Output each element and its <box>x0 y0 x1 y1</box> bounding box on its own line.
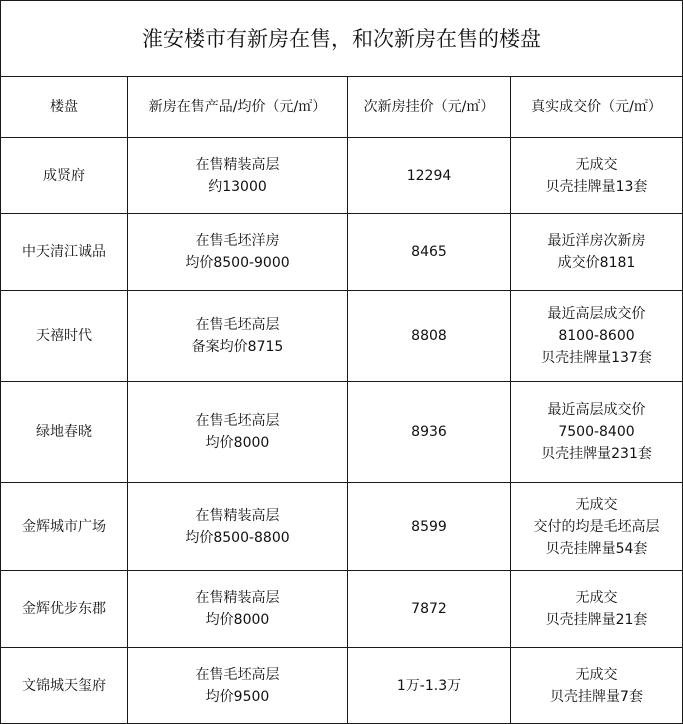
table-title: 淮安楼市有新房在售，和次新房在售的楼盘 <box>1 1 683 77</box>
property-name: 天禧时代 <box>1 291 128 382</box>
header-property: 楼盘 <box>1 77 128 138</box>
property-name: 文锦城天玺府 <box>1 648 128 724</box>
property-name: 成贤府 <box>1 138 128 214</box>
actual-price: 最近高层成交价 8100-8600 贝壳挂牌量137套 <box>511 291 683 382</box>
new-sale-info: 在售毛坯高层 均价8000 <box>128 382 348 483</box>
resale-price: 8465 <box>348 214 511 291</box>
resale-price: 8599 <box>348 483 511 571</box>
new-sale-info: 在售精装高层 均价8500-8800 <box>128 483 348 571</box>
header-row <box>1 77 683 138</box>
table-row <box>1 382 683 483</box>
actual-price: 无成交 贝壳挂牌量21套 <box>511 571 683 648</box>
new-sale-info: 在售毛坯高层 备案均价8715 <box>128 291 348 382</box>
actual-price: 最近洋房次新房 成交价8181 <box>511 214 683 291</box>
resale-price: 12294 <box>348 138 511 214</box>
table-row <box>1 138 683 214</box>
table-row <box>1 214 683 291</box>
actual-price: 最近高层成交价 7500-8400 贝壳挂牌量231套 <box>511 382 683 483</box>
title-row <box>1 1 683 77</box>
header-new-sale: 新房在售产品/均价（元/㎡） <box>128 77 348 138</box>
new-sale-info: 在售精装高层 约13000 <box>128 138 348 214</box>
resale-price: 8808 <box>348 291 511 382</box>
property-name: 金辉城市广场 <box>1 483 128 571</box>
header-actual-price: 真实成交价（元/㎡） <box>511 77 683 138</box>
resale-price: 8936 <box>348 382 511 483</box>
table-row <box>1 483 683 571</box>
actual-price: 无成交 贝壳挂牌量7套 <box>511 648 683 724</box>
actual-price: 无成交 贝壳挂牌量13套 <box>511 138 683 214</box>
table-row <box>1 648 683 724</box>
actual-price: 无成交 交付的均是毛坯高层 贝壳挂牌量54套 <box>511 483 683 571</box>
property-name: 中天清江诚品 <box>1 214 128 291</box>
header-resale-price: 次新房挂价（元/㎡） <box>348 77 511 138</box>
property-name: 金辉优步东郡 <box>1 571 128 648</box>
table-row <box>1 571 683 648</box>
new-sale-info: 在售精装高层 均价8000 <box>128 571 348 648</box>
table-row <box>1 291 683 382</box>
property-name: 绿地春晓 <box>1 382 128 483</box>
new-sale-info: 在售毛坯高层 均价9500 <box>128 648 348 724</box>
resale-price: 1万-1.3万 <box>348 648 511 724</box>
resale-price: 7872 <box>348 571 511 648</box>
new-sale-info: 在售毛坯洋房 均价8500-9000 <box>128 214 348 291</box>
